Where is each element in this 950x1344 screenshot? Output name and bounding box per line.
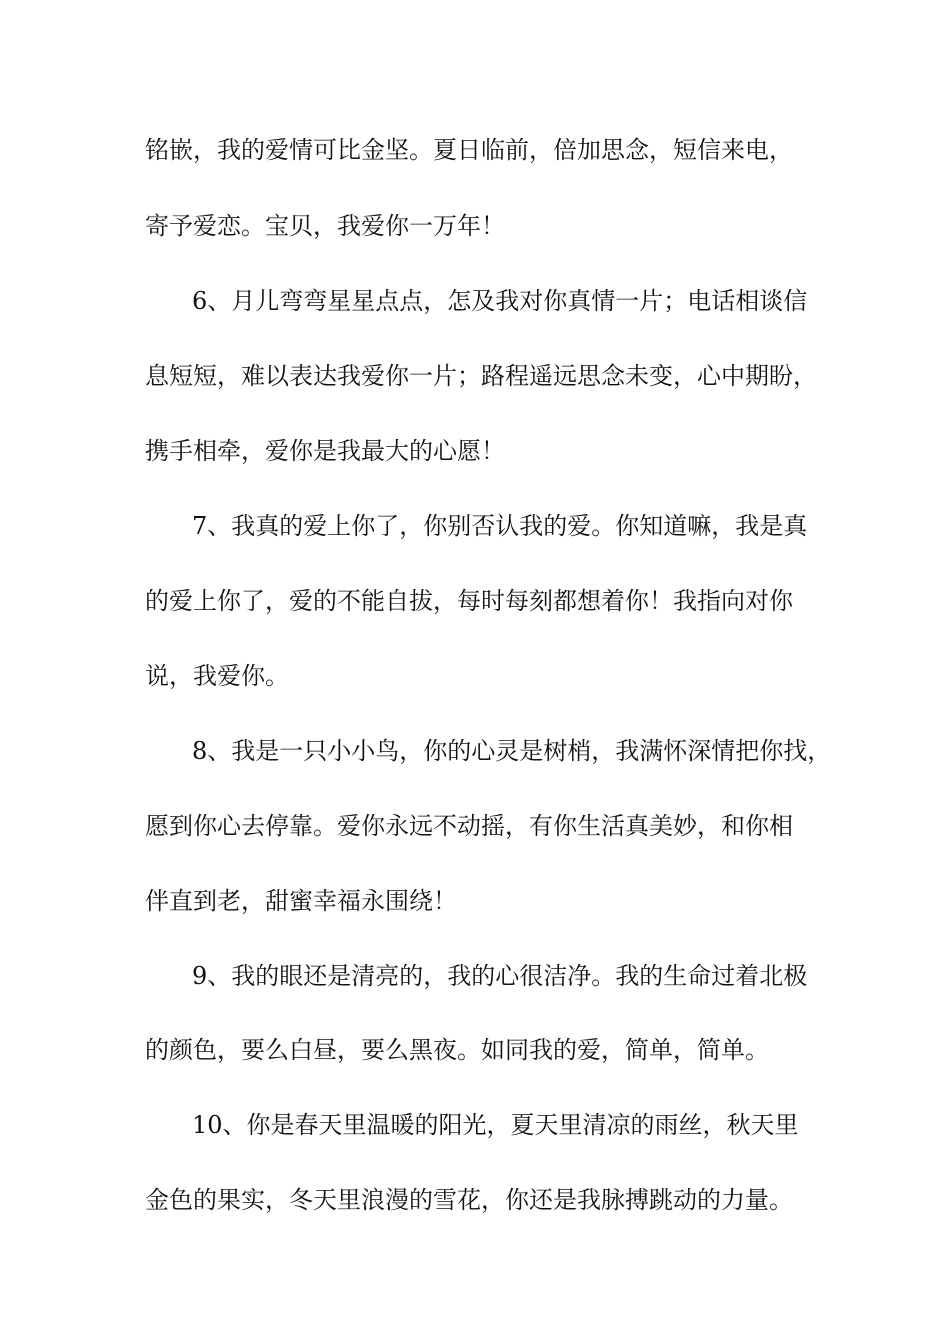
text-line: 伴直到老，甜蜜幸福永围绕！ — [145, 887, 457, 915]
paragraph-first-line: 8、我是一只小小鸟，你的心灵是树梢，我满怀深情把你找， — [192, 737, 832, 765]
text-line: 说，我爱你。 — [145, 662, 289, 690]
text-line: 携手相牵，爱你是我最大的心愿！ — [145, 437, 505, 465]
text-line: 息短短，难以表达我爱你一片；路程遥远思念未变，心中期盼， — [145, 362, 817, 390]
text-line: 铭嵌，我的爱情可比金坚。夏日临前，倍加思念，短信来电， — [145, 136, 793, 164]
text-line: 的爱上你了，爱的不能自拔，每时每刻都想着你！我指向对你 — [145, 587, 793, 615]
paragraph-first-line: 10、你是春天里温暖的阳光，夏天里清凉的雨丝，秋天里 — [192, 1111, 799, 1139]
paragraph-first-line: 6、月儿弯弯星星点点，怎及我对你真情一片；电话相谈信 — [192, 287, 808, 315]
text-line: 寄予爱恋。宝贝，我爱你一万年！ — [145, 212, 505, 240]
text-line: 的颜色，要么白昼，要么黑夜。如同我的爱，简单，简单。 — [145, 1036, 769, 1064]
text-line: 愿到你心去停靠。爱你永远不动摇，有你生活真美妙，和你相 — [145, 812, 793, 840]
paragraph-first-line: 9、我的眼还是清亮的，我的心很洁净。我的生命过着北极 — [192, 962, 808, 990]
paragraph-first-line: 7、我真的爱上你了，你别否认我的爱。你知道嘛，我是真 — [192, 512, 808, 540]
text-line: 金色的果实，冬天里浪漫的雪花，你还是我脉搏跳动的力量。 — [145, 1186, 793, 1214]
